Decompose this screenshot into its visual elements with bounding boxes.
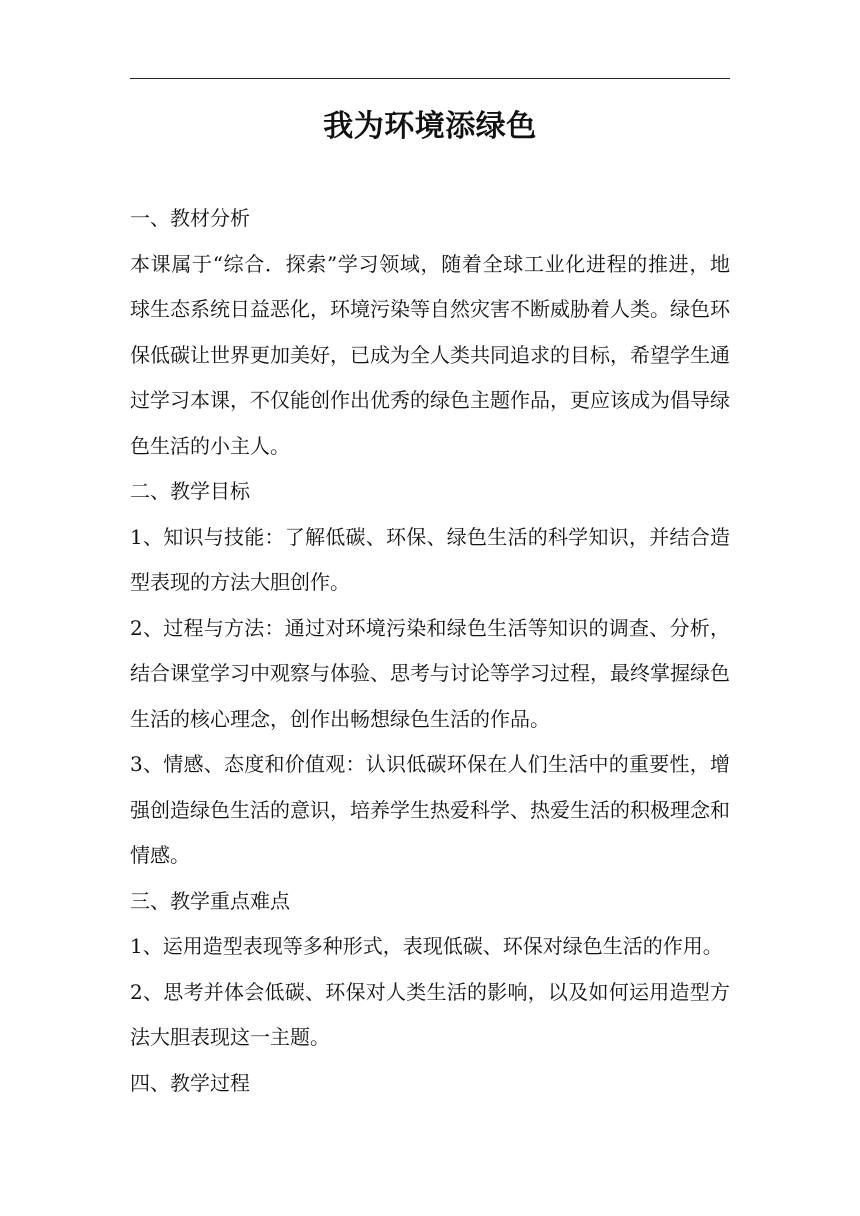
paragraph-textbook-analysis: 本课属于“综合．探索”学习领域，随着全球工业化进程的推进，地球生态系统日益恶化，环境污染等自然灾害不断威胁着人类。绿色环保低碳让世界更加美好，已成为全人类共同追求的目标，希望学生通过学习本课，不仅能创作出优秀的绿色主题作品，更应该成为倡导绿色生活的小主人。	[130, 251, 730, 458]
section-heading-teaching-process: 四、教学过程	[130, 1070, 250, 1095]
section-heading-teaching-goals: 二、教学目标	[130, 479, 250, 503]
paragraph-goal-process-methods: 2、过程与方法：通过对环境污染和绿色生活等知识的调查、分析，结合课堂学习中观察与体验、思考与讨论等学习过程，最终掌握绿色生活的核心理念，创作出畅想绿色生活的作品。	[130, 615, 730, 731]
paragraph-key-point-2: 2、思考并体会低碳、环保对人类生活的影响，以及如何运用造型方法大胆表现这一主题。	[130, 979, 730, 1049]
section-heading-key-difficulties: 三、教学重点难点	[130, 888, 290, 913]
section-heading-textbook-analysis: 一、教材分析	[130, 206, 250, 230]
header-rule	[130, 78, 730, 79]
document-body	[130, 196, 730, 1106]
paragraph-key-point-1: 1、运用造型表现等多种形式，表现低碳、环保对绿色生活的作用。	[130, 934, 723, 958]
paragraph-goal-knowledge-skills: 1、知识与技能：了解低碳、环保、绿色生活的科学知识，并结合造型表现的方法大胆创作。	[130, 524, 730, 594]
document-title: 我为环境添绿色	[323, 109, 537, 144]
paragraph-goal-emotion-values: 3、情感、态度和价值观：认识低碳环保在人们生活中的重要性，增强创造绿色生活的意识，培养学生热爱科学、热爱生活的积极理念和情感。	[130, 752, 730, 867]
